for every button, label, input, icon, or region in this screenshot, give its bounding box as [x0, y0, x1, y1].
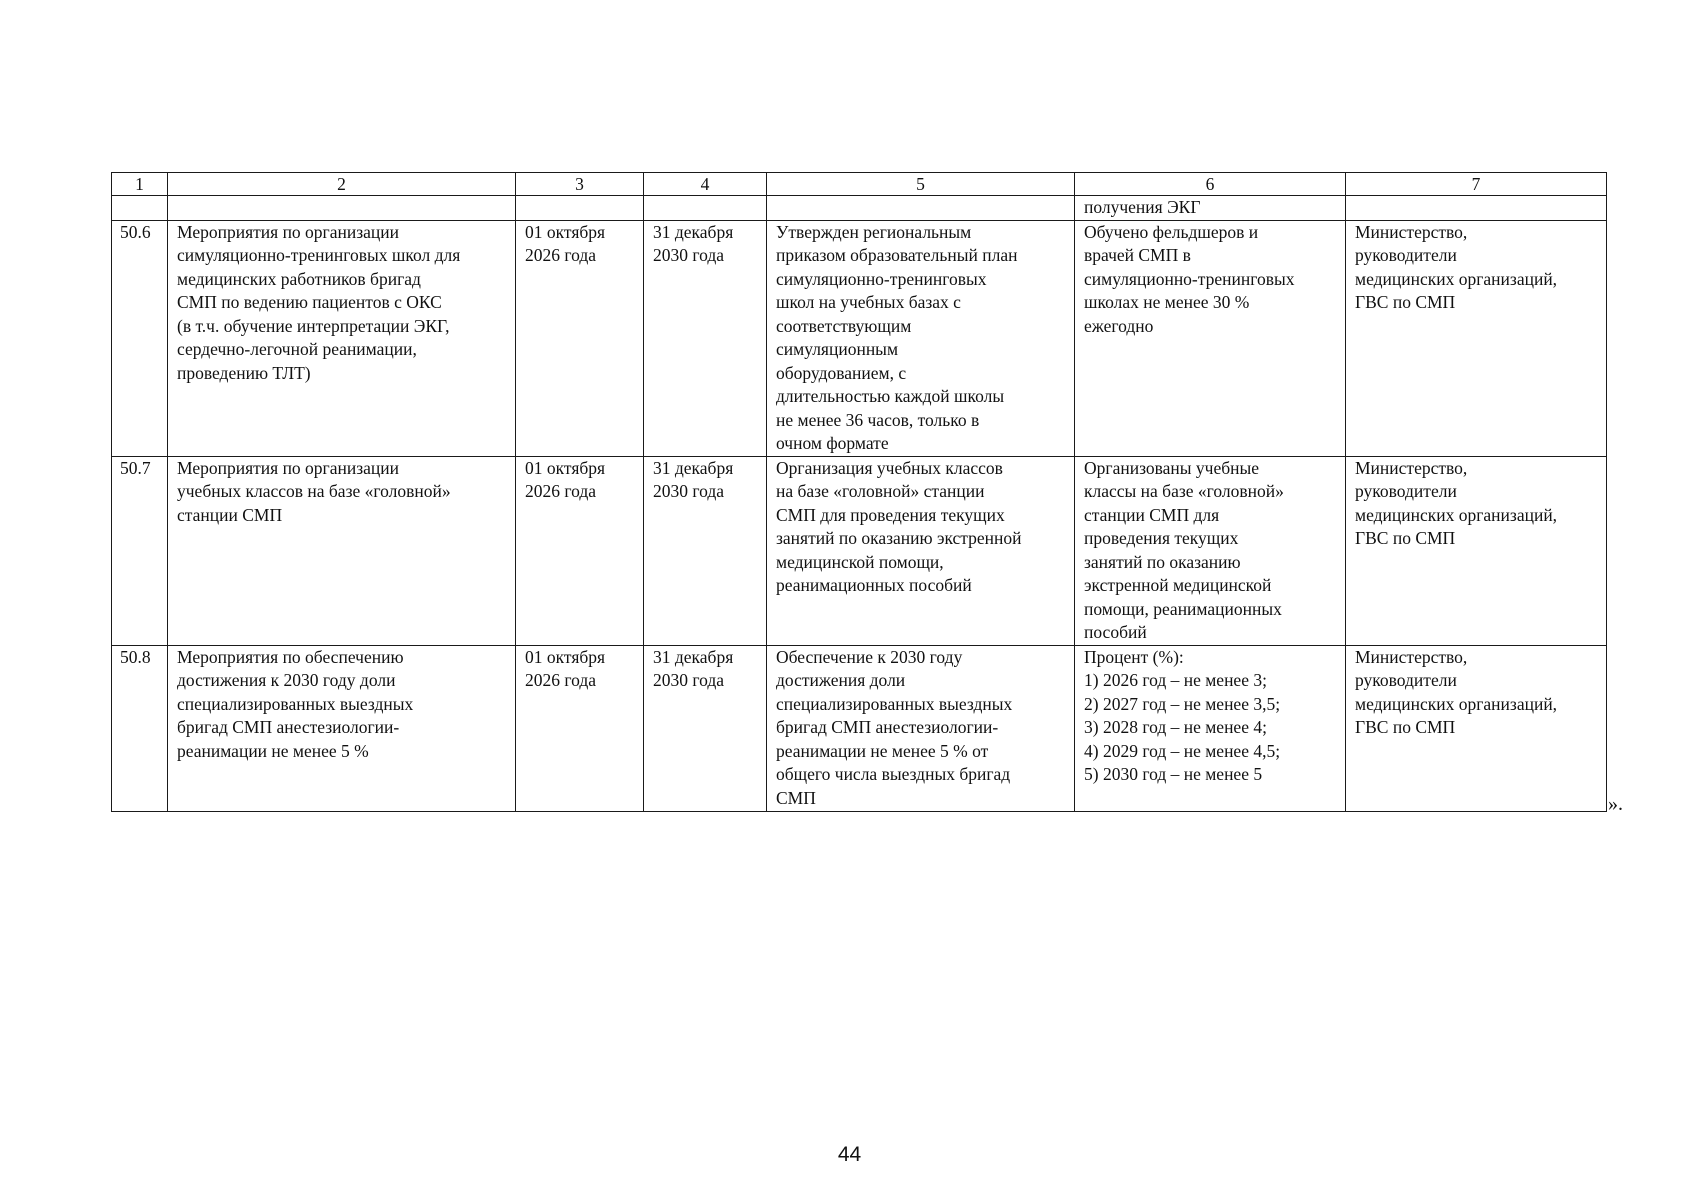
event-cell: Мероприятия по обеспечению достижения к 2030 году доли специализированных выездных бригад СМП анестезиологии- реанимации не менее 5 %: [168, 645, 516, 811]
indicator-cell: Организованы учебные классы на базе «головной» станции СМП для проведения текущих занятий по оказанию экстренной медицинской помощи, реанимационных пособий: [1075, 456, 1346, 645]
table-row: [112, 456, 1607, 645]
row-number: 50.7: [112, 456, 168, 645]
table-cell: [516, 196, 644, 221]
table-row: [112, 220, 1607, 456]
responsible-cell: Министерство, руководители медицинских организаций, ГВС по СМП: [1346, 220, 1607, 456]
event-cell: Мероприятия по организации учебных классов на базе «головной» станции СМП: [168, 456, 516, 645]
column-header: 6: [1075, 173, 1346, 196]
responsible-cell: Министерство, руководители медицинских организаций, ГВС по СМП: [1346, 456, 1607, 645]
start-date-cell: 01 октября 2026 года: [516, 645, 644, 811]
table-cell: получения ЭКГ: [1075, 196, 1346, 221]
table-cell: [1346, 196, 1607, 221]
table-cell: [112, 196, 168, 221]
table-cell: [644, 196, 767, 221]
result-cell: Организация учебных классов на базе «головной» станции СМП для проведения текущих занятий по оказанию экстренной медицинской помощи, реанимационных пособий: [767, 456, 1075, 645]
indicator-cell: Обучено фельдшеров и врачей СМП в симуляционно-тренинговых школах не менее 30 % ежегодно: [1075, 220, 1346, 456]
start-date-cell: 01 октября 2026 года: [516, 456, 644, 645]
column-header: 5: [767, 173, 1075, 196]
page-number: 44: [837, 1143, 862, 1166]
end-date-cell: 31 декабря 2030 года: [644, 220, 767, 456]
indicator-cell: Процент (%): 1) 2026 год – не менее 3; 2) 2027 год – не менее 3,5; 3) 2028 год – не менее 4; 4) 2029 год – не менее 4,5; 5) 2030 год – не менее 5: [1075, 645, 1346, 811]
row-number: 50.8: [112, 645, 168, 811]
column-header: 3: [516, 173, 644, 196]
end-date-cell: 31 декабря 2030 года: [644, 645, 767, 811]
closing-quote-mark: ».: [1608, 793, 1623, 815]
row-number: 50.6: [112, 220, 168, 456]
table-row: [112, 645, 1607, 811]
column-header: 7: [1346, 173, 1607, 196]
column-number-row: [112, 173, 1607, 196]
result-cell: Обеспечение к 2030 году достижения доли специализированных выездных бригад СМП анестезиологии- реанимации не менее 5 % от общего числа выездных бригад СМП: [767, 645, 1075, 811]
measures-table: [111, 172, 1607, 812]
column-header: 4: [644, 173, 767, 196]
start-date-cell: 01 октября 2026 года: [516, 220, 644, 456]
table-cell: [168, 196, 516, 221]
column-header: 1: [112, 173, 168, 196]
continuation-row: [112, 196, 1607, 221]
table-cell: [767, 196, 1075, 221]
column-header: 2: [168, 173, 516, 196]
event-cell: Мероприятия по организации симуляционно-тренинговых школ для медицинских работников бригад СМП по ведению пациентов с ОКС (в т.ч. обучение интерпретации ЭКГ, сердечно-легочной реанимации, проведению ТЛТ): [168, 220, 516, 456]
responsible-cell: Министерство, руководители медицинских организаций, ГВС по СМП: [1346, 645, 1607, 811]
result-cell: Утвержден региональным приказом образовательный план симуляционно-тренинговых школ на учебных базах с соответствующим симуляционным оборудованием, с длительностью каждой школы не менее 36 часов, только в очном формате: [767, 220, 1075, 456]
end-date-cell: 31 декабря 2030 года: [644, 456, 767, 645]
